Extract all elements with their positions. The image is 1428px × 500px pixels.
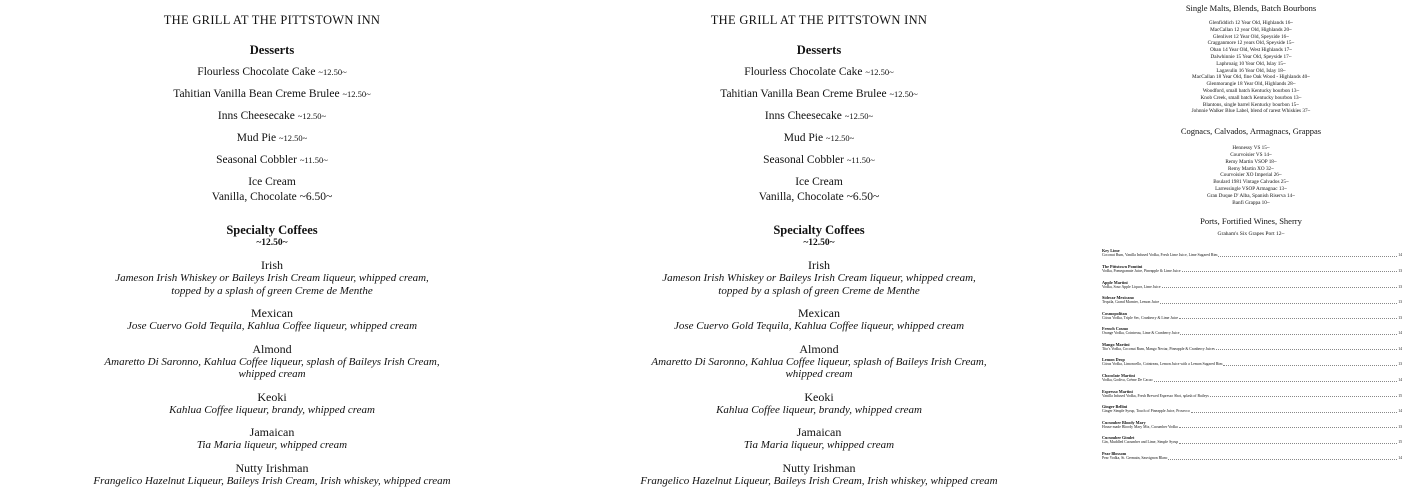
cocktail-line: [1102, 394, 1402, 399]
cocktail-line: [1102, 347, 1402, 352]
coffee-item: Nutty Irishman Frangelico Hazelnut Liqueur, Baileys Irish Cream, Irish whiskey, whipped cream: [640, 460, 998, 487]
cocktail-item: [1102, 311, 1402, 321]
cocktail-item: [1102, 326, 1402, 336]
dot-leader: [1191, 409, 1397, 413]
spirit-item: Woodford, small batch Kentucky bourbon 13~: [1202, 87, 1300, 94]
coffee-item: Almond Amaretto Di Saronno, Kahlua Coffee liqueur, splash of Baileys Irish Cream, whipped cream: [104, 341, 440, 380]
cocktail-name: Mango Martini: [1102, 341, 1130, 347]
spirit-item: Hennessy VS 15~: [1232, 145, 1270, 152]
cocktail-line: [1102, 331, 1402, 336]
dessert-item: Inns Cheesecake ~12.50~: [764, 110, 874, 122]
dessert-item: Tahitian Vanilla Bean Creme Brulee ~12.50~: [720, 88, 918, 100]
cocktail-item: [1102, 451, 1402, 461]
cocktail-desc: Tito's Vodka, Coconut Rum, Mango Nectar, Pineapple & Cranberry Juices: [1102, 346, 1215, 351]
cocktail-line: [1102, 409, 1402, 414]
cocktail-name: Pear Blossom: [1102, 451, 1127, 457]
spirit-item: Johnnie Walker Blue Label, blend of rarest Whiskies 37~: [1191, 108, 1311, 115]
bar-column: [1098, 0, 1428, 467]
spirit-item: Banfi Grappa 10~: [1232, 199, 1270, 206]
cocktail-item: [1102, 280, 1402, 290]
restaurant-name: THE GRILL AT THE PITTSTOWN INN: [710, 13, 928, 27]
spirit-item: Oban 14 Year Old, West Highlands 17~: [1209, 47, 1293, 54]
cocktail-desc: Vodka, Sour Apple Liquor, Lime Juice: [1102, 284, 1161, 289]
cocktail-item: [1102, 420, 1402, 430]
spirits-block: [1136, 3, 1366, 237]
dessert-item: Flourless Chocolate Cake ~12.50~: [744, 66, 894, 78]
cocktail-name: Cosmopolitan: [1102, 310, 1127, 316]
coffees-heading: Specialty Coffees: [226, 223, 318, 237]
cocktail-desc: Pear Vodka, St. Germain, Sauvignon Blanc: [1102, 456, 1168, 461]
cognacs-heading: Cognacs, Calvados, Armagnacs, Grappas: [1180, 126, 1322, 137]
dot-leader: [1168, 456, 1397, 460]
malts-list: [1136, 20, 1366, 115]
spirit-item: Knob Creek, small batch Kentucky bourbon 13~: [1200, 94, 1302, 101]
dessert-item: Mud Pie ~12.50~: [783, 132, 855, 144]
spirit-item: Dalwhinnie 15 Year Old, Speyside 17~: [1210, 53, 1292, 60]
coffee-item: Irish Jameson Irish Whiskey or Baileys Irish Cream liqueur, whipped cream, topped by a splash of green Creme de Menthe: [662, 258, 976, 297]
spirit-item: Blantons, single barrel Kentucky bourbon 15~: [1202, 101, 1300, 108]
cocktail-name: Chocolate Martini: [1102, 373, 1135, 379]
cocktail-name: Sidecar Mexicano: [1102, 295, 1134, 301]
dessert-item: Flourless Chocolate Cake ~12.50~: [197, 66, 347, 78]
dot-leader: [1179, 425, 1398, 429]
cocktail-name: Key Lime: [1102, 248, 1120, 254]
spirit-item: Courvoisier VS 14~: [1230, 151, 1272, 158]
coffees-heading: Specialty Coffees: [773, 223, 865, 237]
cocktail-line: [1102, 378, 1402, 383]
coffees-price: ~12.50~: [803, 238, 835, 248]
cocktail-desc: Orange Vodka, Cointreau, Lime & Cranberry Juice: [1102, 331, 1180, 336]
cocktail-price: 15: [1398, 440, 1402, 445]
desserts-heading: Desserts: [249, 43, 295, 57]
cocktail-desc: Gin, Muddled Cucumber and Lime, Simple Syrup: [1102, 440, 1179, 445]
cocktail-desc: Tequila, Grand Marnier, Lemon Juice: [1102, 300, 1160, 305]
cocktail-desc: Citrus Vodka, Limoncello, Cointreau, Lemon Juice with a Lemon Sugared Rim: [1102, 362, 1223, 367]
cocktail-line: [1102, 362, 1402, 367]
cocktail-name: Cucumber Gimlet: [1102, 435, 1135, 441]
menu-column-middle: [549, 0, 1089, 487]
ports-heading: Ports, Fortified Wines, Sherry: [1200, 216, 1302, 227]
spirit-item: MacCallan 18 Year Old, fine Oak Wood - Highlands 40~: [1192, 74, 1310, 81]
coffee-item: Jamaican Tia Maria liqueur, whipped cream: [196, 425, 348, 451]
coffee-item: Mexican Jose Cuervo Gold Tequila, Kahlua Coffee liqueur, whipped cream: [673, 306, 965, 332]
cocktail-name: Apple Martini: [1102, 279, 1128, 285]
cocktail-price: 14: [1398, 378, 1402, 383]
dessert-item: Seasonal Cobbler ~11.50~: [763, 154, 875, 166]
coffee-item: Keoki Kahlua Coffee liqueur, brandy, whipped cream: [169, 389, 375, 416]
dessert-item: Tahitian Vanilla Bean Creme Brulee ~12.50~: [173, 88, 371, 100]
cocktail-line: [1102, 285, 1402, 290]
spirit-item: MacCallan 12 year Old, Highlands 20~: [1210, 26, 1292, 33]
coffee-item: Jamaican Tia Maria liqueur, whipped cream: [743, 425, 895, 451]
cocktail-price: 13: [1398, 362, 1402, 367]
cocktail-desc: Vodka, Pomegranate Juice, Pineapple & Lime Juice: [1102, 268, 1181, 273]
coffee-item: Keoki Kahlua Coffee liqueur, brandy, whipped cream: [716, 389, 922, 416]
cocktail-name: Espresso Martini: [1102, 388, 1133, 394]
cocktail-line: [1102, 456, 1402, 461]
dot-leader: [1179, 316, 1397, 320]
dot-leader: [1162, 285, 1398, 289]
dessert-item: Inns Cheesecake ~12.50~: [217, 110, 327, 122]
spirit-item: Glenmorangie 18 Year Old, Highlands 28~: [1206, 81, 1296, 88]
spirit-item: Glenfiddich 12 Year Old, Highlands 16~: [1208, 20, 1294, 26]
coffees-price: ~12.50~: [256, 238, 288, 248]
cocktail-price: 13: [1398, 424, 1402, 429]
dot-leader: [1210, 394, 1397, 398]
spirit-item: Glenlivet 12 Year Old, Speyside 16~: [1212, 33, 1290, 40]
cocktail-price: 14: [1398, 456, 1402, 461]
dot-leader: [1218, 253, 1397, 257]
cocktail-name: French Cosmo: [1102, 326, 1129, 332]
cocktail-item: [1102, 373, 1402, 383]
cocktail-price: 14: [1398, 253, 1402, 258]
cocktail-desc: Citrus Vodka, Triple Sec, Cranberry & Lime Juice: [1102, 315, 1179, 320]
dot-leader: [1160, 300, 1397, 304]
cocktail-item: [1102, 248, 1402, 258]
cocktail-price: 13: [1398, 300, 1402, 305]
cocktail-name: The Pittstown Pomtini: [1102, 263, 1143, 269]
spirit-item: Remy Martin VSOP 18~: [1225, 158, 1277, 165]
cocktail-line: [1102, 440, 1402, 445]
coffee-item: Mexican Jose Cuervo Gold Tequila, Kahlua Coffee liqueur, whipped cream: [126, 306, 418, 332]
spirit-item: Cragganmore 12 years Old, Speyside 15~: [1207, 40, 1295, 47]
cocktail-item: [1102, 264, 1402, 274]
dessert-list: [549, 65, 1089, 205]
cocktail-line: [1102, 300, 1402, 305]
cocktail-price: 13: [1398, 315, 1402, 320]
cocktail-line: [1102, 269, 1402, 274]
dot-leader: [1180, 331, 1397, 335]
cocktail-price: 14: [1398, 346, 1402, 351]
cocktail-item: [1102, 357, 1402, 367]
menu-column-left: [2, 0, 542, 487]
cocktail-price: 15: [1398, 393, 1402, 398]
cocktail-item: [1102, 389, 1402, 399]
cocktail-item: [1102, 342, 1402, 352]
spirit-item: Larressingle VSOP Armagnac 13~: [1215, 185, 1287, 192]
cocktail-price: 14: [1398, 409, 1402, 414]
cocktail-price: 13: [1398, 268, 1402, 273]
cocktail-price: 14: [1398, 331, 1402, 336]
cocktail-item: [1102, 404, 1402, 414]
dot-leader: [1223, 362, 1397, 366]
cocktail-name: Lemon Drop: [1102, 357, 1125, 363]
dot-leader: [1154, 378, 1398, 382]
spirit-item: Boulard 1981 Vintage Calvados 25~: [1213, 179, 1289, 186]
cocktails-list: [1102, 248, 1402, 461]
spirit-item: Gran Duque D' Alba, Spanish Riserva 14~: [1206, 192, 1296, 199]
spirit-item: Courvoisier XO Imperial 26~: [1220, 172, 1282, 179]
spirit-item: Laphroaig 10 Year Old, Islay 15~: [1216, 60, 1286, 67]
dot-leader: [1182, 269, 1398, 273]
cocktail-desc: Coconut Rum, Vanilla Infused Vodka, Fresh Lime Juice, Lime Sugared Rim: [1102, 253, 1218, 258]
coffee-item: Nutty Irishman Frangelico Hazelnut Liqueur, Baileys Irish Cream, Irish whiskey, whipped cream: [93, 460, 451, 487]
dessert-item: Seasonal Cobbler ~11.50~: [216, 154, 328, 166]
cognacs-list: [1136, 145, 1366, 206]
dessert-item: Mud Pie ~12.50~: [236, 132, 308, 144]
ports-item: Graham's Six Grapes Port 12~: [1217, 231, 1285, 238]
cocktail-desc: Ginger Simple Syrup, Touch of Pineapple Juice, Prosecco: [1102, 409, 1190, 414]
cocktail-line: [1102, 425, 1402, 430]
restaurant-name: THE GRILL AT THE PITTSTOWN INN: [163, 13, 381, 27]
coffee-item: Irish Jameson Irish Whiskey or Baileys Irish Cream liqueur, whipped cream, topped by a splash of green Creme de Menthe: [115, 258, 429, 297]
cocktail-price: 13: [1398, 284, 1402, 289]
ice-cream-item: Ice Cream Vanilla, Chocolate ~6.50~: [211, 176, 333, 203]
spirit-item: Remy Martin XO 32~: [1228, 165, 1274, 172]
coffee-item: Almond Amaretto Di Saronno, Kahlua Coffee liqueur, splash of Baileys Irish Cream, whipped cream: [651, 341, 987, 380]
cocktail-line: [1102, 253, 1402, 258]
dessert-list: [2, 65, 542, 205]
cocktail-name: Ginger Bellini: [1102, 404, 1128, 410]
cocktail-name: Cucumber Bloody Mary: [1102, 419, 1146, 425]
cocktail-item: [1102, 435, 1402, 445]
cocktail-item: [1102, 295, 1402, 305]
desserts-heading: Desserts: [796, 43, 842, 57]
cocktail-desc: House made Bloody Mary Mix, Cucumber Vodka: [1102, 424, 1178, 429]
cocktail-desc: Vanilla Infused Vodka, Fresh Brewed Espresso Shot, splash of Baileys: [1102, 393, 1209, 398]
malts-heading: Single Malts, Blends, Batch Bourbons: [1185, 3, 1317, 13]
dot-leader: [1179, 440, 1397, 444]
cocktail-line: [1102, 316, 1402, 321]
cocktail-desc: Vodka, Godiva, Crème De Cacao: [1102, 378, 1153, 383]
dot-leader: [1216, 347, 1397, 351]
spirit-item: Lagavulin 16 Year Old, Islay 18~: [1216, 67, 1286, 74]
ice-cream-item: Ice Cream Vanilla, Chocolate ~6.50~: [758, 176, 880, 203]
